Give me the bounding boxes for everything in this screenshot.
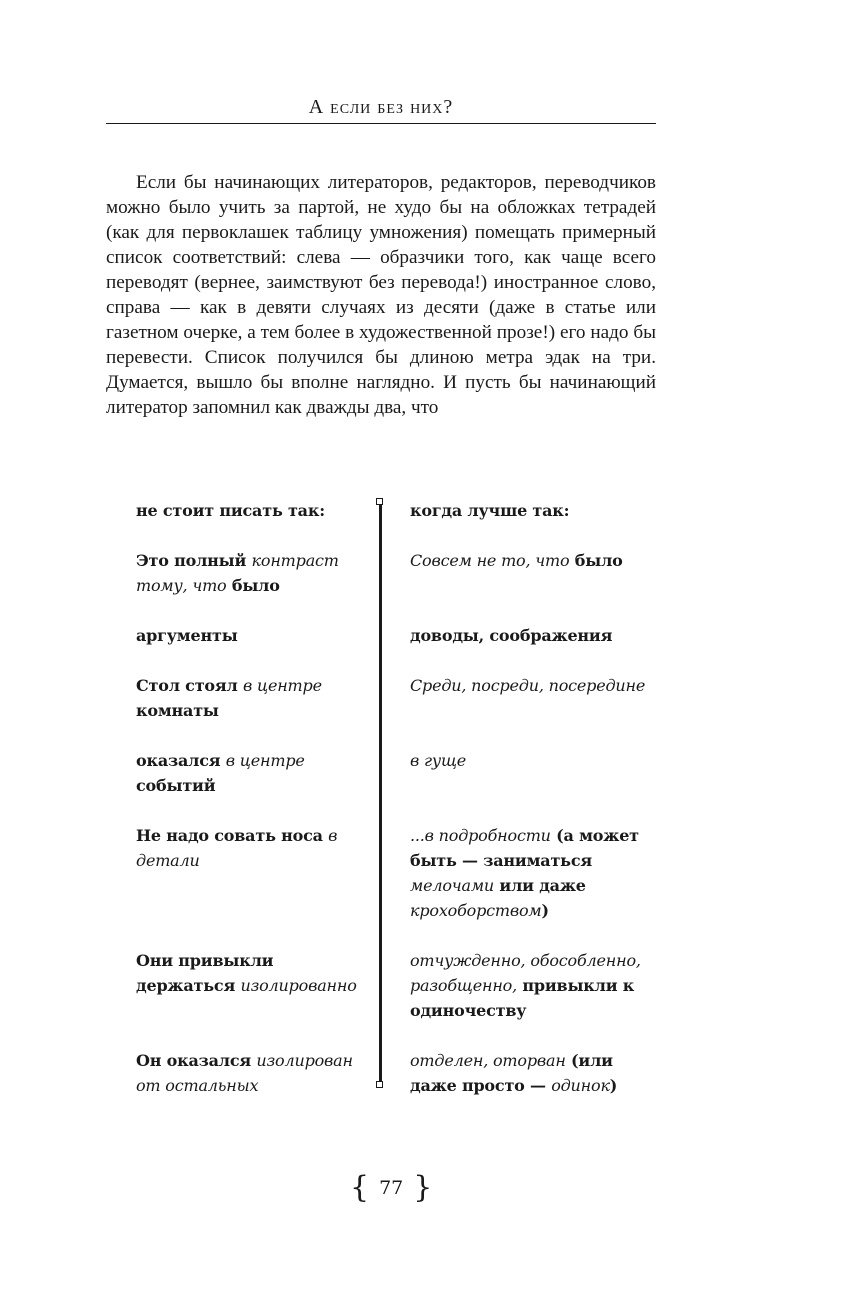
text-run: (или даже просто — — [410, 1051, 613, 1095]
divider-top-cap — [376, 498, 383, 505]
italic-run: мелочами — [410, 876, 495, 895]
table-header-right: когда лучше так: — [410, 501, 570, 520]
table-row-right — [410, 673, 650, 698]
header-rule — [106, 123, 656, 124]
page-number — [340, 1170, 433, 1205]
table-row-left — [136, 548, 366, 598]
text-run: Это полный — [136, 551, 252, 570]
text-run: привыкли к одиночеству — [410, 976, 635, 1020]
text-run: Стол стоял — [136, 676, 243, 695]
text-run: ) — [541, 901, 549, 920]
table-row-right — [410, 823, 640, 923]
text-run: Не надо совать носа — [136, 826, 329, 845]
table-row-right — [410, 1048, 650, 1098]
text-run: было — [226, 576, 280, 595]
table-row-left — [136, 623, 366, 648]
italic-run: в центре — [225, 751, 305, 770]
table-row-right — [410, 623, 650, 648]
table-row-left — [136, 673, 366, 723]
italic-run: в детали — [136, 826, 338, 870]
left-brace-ornament: { — [350, 1170, 370, 1205]
table-row-left — [136, 748, 366, 798]
italic-run: Совсем не то, что — [410, 551, 570, 570]
table-row-left — [136, 1048, 366, 1098]
italic-run: одинок — [551, 1076, 610, 1095]
italic-run: контраст тому, что — [136, 551, 339, 595]
italic-run: изолирован от остальных — [136, 1051, 353, 1095]
italic-run: изолированно — [240, 976, 357, 995]
page-number-value: 77 — [379, 1177, 404, 1199]
running-head: А если без них? — [308, 96, 454, 118]
text-run: доводы, соображения — [410, 626, 613, 645]
table-row-left — [136, 948, 366, 998]
italic-run: Среди, посреди, посередине — [410, 676, 646, 695]
text-run: было — [569, 551, 623, 570]
column-divider — [379, 502, 382, 1084]
text-run: аргументы — [136, 626, 238, 645]
italic-run: в центре — [242, 676, 322, 695]
table-row-right — [410, 748, 650, 773]
table-row-right — [410, 548, 650, 573]
text-run: (а может быть — заниматься — [410, 826, 639, 870]
text-run: Они привыкли держаться — [136, 951, 274, 995]
divider-bottom-cap — [376, 1081, 383, 1088]
italic-run: отчужденно, обособленно, разобщенно, — [410, 951, 641, 995]
table-header-left: не стоит писать так: — [136, 501, 325, 520]
body-paragraph: Если бы начинающих литераторов, редакторов, переводчиков можно было учить за партой, не худо бы на обложках тетрадей (как для первоклашек таблицу умножения) помещать примерный список соответствий: слева — образчики того, как чаще всего переводят (вернее, заимствуют без перевода!) иностранное слово, справа — как в девяти случаях из десяти (даже в статье или газетном очерке, а тем более в художественной прозе!) его надо бы перевести. Список получился бы длиною метра эдак на три. Думается, вышло бы вполне наглядно. И пусть бы начинающий литератор запомнил как дважды два, что — [106, 172, 656, 418]
text-run: или даже — [494, 876, 586, 895]
italic-run: в гуще — [410, 751, 467, 770]
text-run: событий — [136, 776, 216, 795]
italic-run: отделен, оторван — [410, 1051, 566, 1070]
text-run: Он оказался — [136, 1051, 257, 1070]
table-row-left — [136, 823, 366, 873]
text-run: комнаты — [136, 701, 219, 720]
italic-run: ...в подробности — [410, 826, 551, 845]
italic-run: крохоборством — [410, 901, 542, 920]
text-run: оказался — [136, 751, 226, 770]
right-brace-ornament: } — [413, 1170, 433, 1205]
table-row-right — [410, 948, 650, 1023]
text-run: ) — [609, 1076, 618, 1095]
